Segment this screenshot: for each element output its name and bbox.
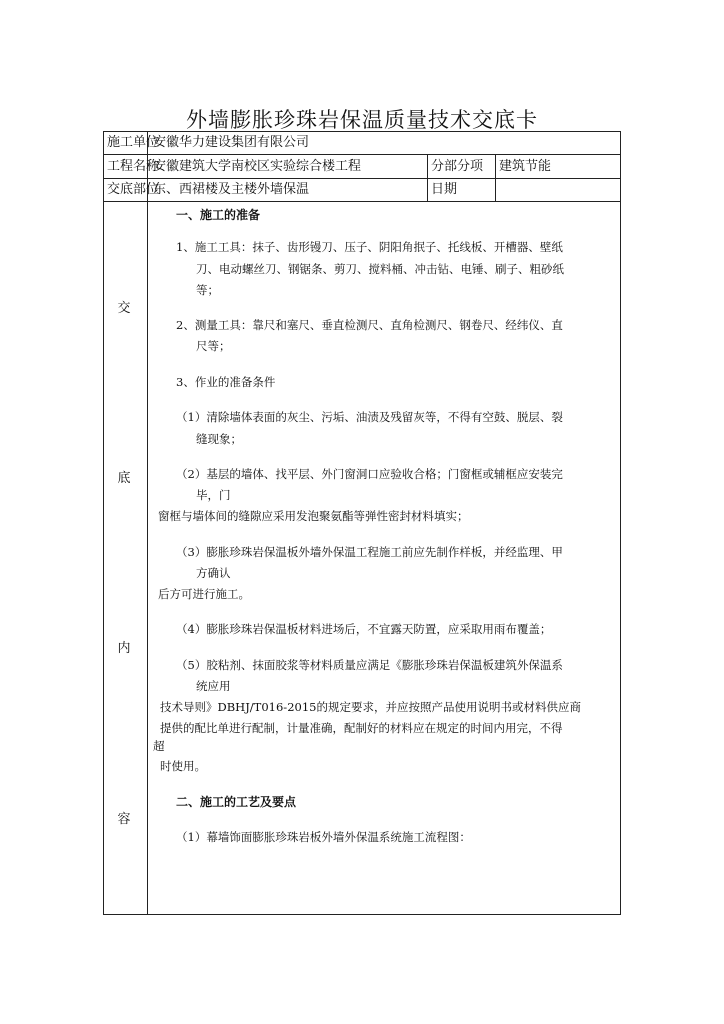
side-label-nei: 内 [117, 641, 131, 656]
row-divider [103, 201, 621, 202]
condition-2-line-2: 毕，门 [196, 488, 231, 502]
condition-3-line-3: 后方可进行施工。 [158, 587, 250, 601]
condition-2-line-3: 窗框与墙体间的缝隙应采用发泡聚氨酯等弹性密封材料填实； [158, 509, 469, 523]
row-divider [103, 178, 621, 179]
location-label: 交底部位 [107, 182, 160, 197]
unit-label: 施工单位 [107, 135, 160, 150]
side-label-jiao: 交 [117, 301, 131, 316]
condition-5-line-3: 技术导则》DBHJ/T016-2015的规定要求，并应按照产品使用说明书或材料供应商 [160, 700, 581, 714]
condition-4: （4）膨胀珍珠岩保温板材料进场后，不宜露天防置，应采取用雨布覆盖； [176, 622, 552, 636]
item-1-line-2: 刀、电动螺丝刀、钢锯条、剪刀、搅料桶、冲击钻、电锤、刷子、粗砂纸 [196, 262, 564, 276]
section-2-title: 二、施工的工艺及要点 [176, 795, 297, 809]
side-label-rong: 容 [117, 812, 131, 827]
condition-2-line-1: （2）基层的墙体、找平层、外门窗洞口应验收合格；门窗框或辅框应安装完 [176, 467, 563, 481]
condition-5-line-2: 统应用 [196, 679, 231, 693]
page-title: 外墙膨胀珍珠岩保温质量技术交底卡 [186, 108, 538, 132]
section-2-line-1: （1）幕墙饰面膨胀珍珠岩板外墙外保温系统施工流程图： [176, 830, 471, 844]
condition-5-line-1: （5）胶粘剂、抹面胶浆等材料质量应满足《膨胀珍珠岩保温板建筑外保温系 [176, 658, 563, 672]
column-divider [147, 131, 148, 915]
unit-value: 安徽华力建设集团有限公司 [153, 135, 310, 150]
column-divider [427, 154, 428, 201]
item-1-line-3: 等； [196, 283, 219, 297]
item-1-line-1: 1、施工工具：抹子、齿形镘刀、压子、阴阳角抿子、托线板、开槽器、壁纸 [176, 240, 563, 254]
item-2-line-2: 尺等； [196, 339, 231, 353]
project-label: 工程名称 [107, 159, 160, 174]
condition-3-line-2: 方确认 [196, 566, 231, 580]
condition-5-line-4: 提供的配比单进行配制，计量准确，配制好的材料应在规定的时间内用完，不得 [160, 721, 563, 735]
condition-1-line-2: 缝现象； [196, 432, 242, 446]
condition-3-line-1: （3）膨胀珍珠岩保温板外墙外保温工程施工前应先制作样板，并经监理、甲 [176, 545, 563, 559]
condition-5-line-5: 超 [153, 739, 165, 753]
subitem-label: 分部分项 [431, 159, 484, 174]
project-value: 安徽建筑大学南校区实验综合楼工程 [153, 159, 362, 174]
location-value: 东、西裙楼及主楼外墙保温 [153, 182, 310, 197]
item-3: 3、作业的准备条件 [176, 375, 276, 389]
condition-5-line-6: 时使用。 [160, 759, 206, 773]
side-label-di: 底 [117, 471, 131, 486]
condition-1-line-1: （1）清除墙体表面的灰尘、污垢、油渍及残留灰等，不得有空鼓、脱层、裂 [176, 410, 563, 424]
subitem-value: 建筑节能 [499, 159, 552, 174]
column-divider [495, 154, 496, 201]
row-divider [103, 154, 621, 155]
date-label: 日期 [431, 182, 458, 197]
section-1-title: 一、施工的准备 [176, 208, 261, 222]
item-2-line-1: 2、测量工具：靠尺和塞尺、垂直检测尺、直角检测尺、钢卷尺、经纬仪、直 [176, 318, 563, 332]
